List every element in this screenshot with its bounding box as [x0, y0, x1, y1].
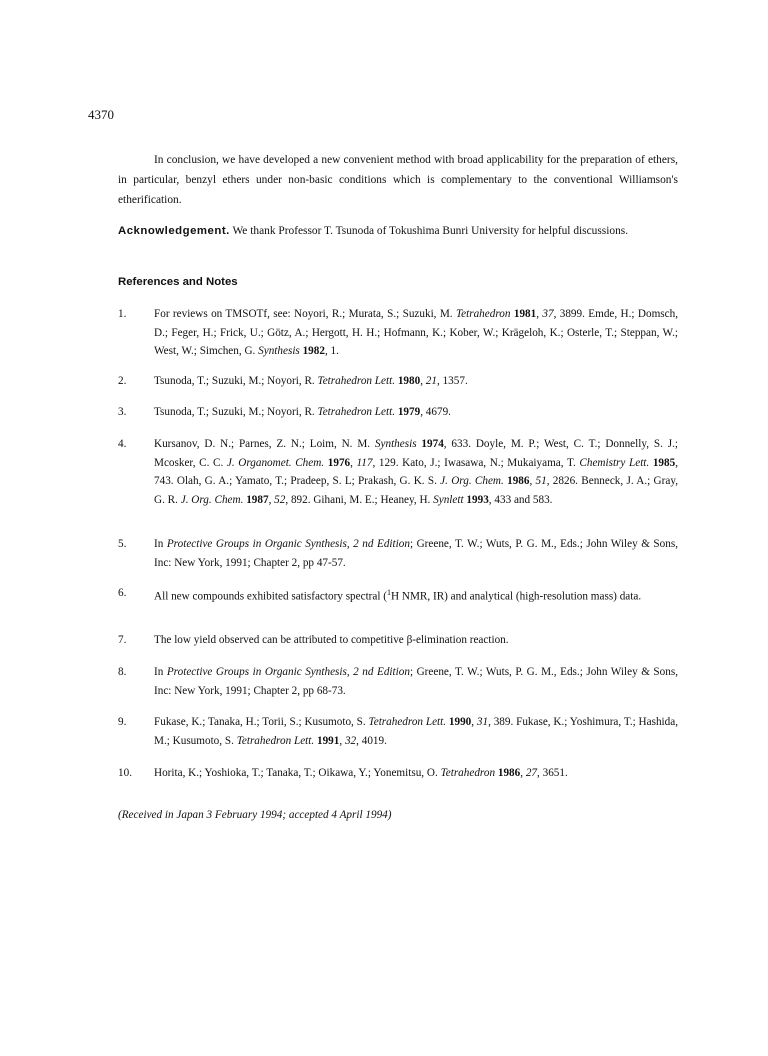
reference-segment: Fukase, K.; Tanaka, H.; Torii, S.; Kusumoto, S. — [154, 716, 369, 728]
reference-item — [118, 764, 678, 783]
reference-number: 2. — [118, 375, 127, 387]
reference-item — [118, 403, 678, 422]
reference-segment: 1986 — [507, 475, 530, 488]
reference-number: 9. — [118, 716, 127, 728]
reference-segment: Tetrahedron Lett. — [368, 716, 447, 728]
reference-segment: All new compounds exhibited satisfactory spectral ( — [154, 590, 388, 603]
reference-text — [154, 584, 678, 606]
reference-segment: 1 — [387, 588, 392, 597]
reference-segment: , 3651. — [537, 767, 568, 779]
reference-segment: Tsunoda, T.; Suzuki, M.; Noyori, R. — [154, 406, 318, 418]
reference-segment: 1987 — [246, 493, 269, 506]
reference-segment: Tetrahedron — [440, 767, 496, 779]
received-dates: (Received in Japan 3 February 1994; accepted 4 April 1994) — [118, 809, 392, 821]
reference-number: 1. — [118, 308, 127, 320]
reference-segment: , — [420, 375, 426, 387]
reference-text — [154, 713, 678, 750]
reference-segment: 1985 — [652, 456, 676, 469]
reference-segment: , — [529, 475, 536, 488]
reference-segment: 31 — [476, 716, 489, 728]
reference-segment: 27 — [525, 767, 538, 779]
reference-segment: The low yield observed can be attributed to competitive β-elimination reaction. — [154, 634, 509, 646]
reference-number: 5. — [118, 538, 127, 550]
reference-item — [118, 535, 678, 572]
reference-segment: 1981 — [513, 308, 537, 320]
references-heading: References and Notes — [118, 276, 238, 288]
reference-segment: In — [154, 666, 167, 678]
reference-segment: Tetrahedron Lett. — [317, 375, 396, 387]
reference-text — [154, 435, 678, 509]
reference-number: 3. — [118, 406, 127, 418]
reference-segment: 117 — [356, 456, 373, 469]
reference-segment: , 1. — [324, 345, 339, 358]
reference-segment: , — [536, 308, 543, 320]
reference-number: 8. — [118, 666, 127, 678]
reference-segment: Tetrahedron Lett. — [317, 406, 396, 418]
reference-segment: , 633. Doyle, M. P.; West, C. T.; Donnelly, S. J.; Mcosker, C. C. — [154, 438, 678, 469]
reference-number: 4. — [118, 438, 127, 450]
reference-segment: , 1357. — [436, 375, 468, 387]
reference-segment: 37 — [542, 308, 554, 320]
reference-segment: , 4019. — [356, 734, 387, 747]
reference-segment: Kursanov, D. N.; Parnes, Z. N.; Loim, N. M. — [154, 438, 375, 450]
reference-segment: Tsunoda, T.; Suzuki, M.; Noyori, R. — [154, 375, 318, 387]
reference-item — [118, 713, 678, 750]
reference-segment: J. Org. Chem. — [180, 493, 244, 506]
reference-item — [118, 631, 678, 650]
reference-segment: Synthesis — [258, 345, 300, 358]
reference-text — [154, 403, 678, 422]
reference-segment: 1976 — [327, 456, 351, 469]
reference-text — [154, 764, 678, 783]
reference-segment: 21 — [425, 375, 437, 387]
reference-segment: , — [350, 456, 357, 469]
reference-number: 10. — [118, 767, 132, 779]
reference-item — [118, 663, 678, 700]
reference-text — [154, 663, 678, 700]
reference-segment: ; Greene, T. W.; Wuts, P. G. M., Eds.; John Wiley & Sons, Inc: New York, 1991; Chapter 2, pp 68-73. — [154, 666, 678, 697]
reference-segment: Tetrahedron Lett. — [236, 734, 315, 747]
reference-number: 6. — [118, 587, 127, 599]
reference-item — [118, 305, 678, 361]
reference-segment: , 433 and 583. — [488, 493, 553, 506]
reference-segment: 1982 — [302, 345, 325, 358]
reference-segment: 1986 — [497, 767, 521, 779]
reference-segment: Synthesis — [374, 438, 417, 450]
reference-segment: 1979 — [397, 406, 421, 418]
acknowledgement-text: We thank Professor T. Tsunoda of Tokushima Bunri University for helpful discussions. — [232, 225, 629, 237]
reference-segment: , 2826. Benneck, J. A.; Gray, G. R. — [154, 475, 678, 506]
acknowledgement-heading: Acknowledgement. — [118, 225, 230, 237]
reference-segment: For reviews on TMSOTf, see: Noyori, R.; Murata, S.; Suzuki, M. — [154, 308, 456, 320]
reference-segment: Chemistry Lett. — [579, 456, 650, 469]
reference-segment: In — [154, 538, 167, 550]
reference-segment: 32 — [344, 734, 357, 747]
reference-segment: 1990 — [448, 716, 472, 728]
reference-text — [154, 535, 678, 572]
page-number: 4370 — [88, 107, 114, 122]
reference-segment: Synlett — [433, 493, 464, 506]
reference-text — [154, 372, 678, 391]
reference-segment: , 129. Kato, J.; Iwasawa, N.; Mukaiyama, T. — [372, 456, 580, 469]
reference-item — [118, 372, 678, 391]
reference-segment: Horita, K.; Yoshioka, T.; Tanaka, T.; Oikawa, Y.; Yonemitsu, O. — [154, 767, 441, 779]
reference-text — [154, 305, 678, 361]
reference-segment: Protective Groups in Organic Synthesis, 2 nd Edition — [166, 666, 410, 678]
reference-segment: , 743. Olah, G. A.; Yamato, T.; Pradeep, S. L; Prakash, G. K. S. — [154, 456, 678, 488]
reference-segment: 1974 — [421, 438, 444, 450]
reference-segment: , 892. Gihani, M. E.; Heaney, H. — [285, 493, 434, 506]
reference-segment: ; Greene, T. W.; Wuts, P. G. M., Eds.; John Wiley & Sons, Inc: New York, 1991; Chapter 2, pp 47-57. — [154, 538, 678, 569]
reference-segment: , — [339, 734, 345, 747]
reference-segment: 1991 — [316, 734, 340, 747]
reference-item — [118, 435, 678, 509]
reference-text — [154, 631, 678, 650]
reference-segment: 51 — [535, 475, 547, 488]
reference-segment: , 389. Fukase, K.; Yoshimura, T.; Hashida, M.; Kusumoto, S. — [154, 716, 679, 747]
reference-segment: J. Organomet. Chem. — [226, 456, 325, 469]
reference-segment: Protective Groups in Organic Synthesis, 2 nd Edition — [166, 538, 410, 550]
reference-segment: , — [520, 767, 526, 779]
reference-segment: Tetrahedron — [455, 308, 511, 320]
acknowledgement-paragraph — [118, 222, 678, 241]
reference-segment: 52 — [274, 493, 286, 506]
reference-segment: , 4679. — [420, 406, 451, 418]
reference-segment: J. Org. Chem. — [440, 475, 504, 488]
reference-segment: 1993 — [466, 493, 489, 506]
reference-segment: H NMR, IR) and analytical (high-resolution mass) data. — [391, 590, 642, 603]
conclusion-paragraph: In conclusion, we have developed a new convenient method with broad applicability for the preparation of ethers, in particular, benzyl ethers under non-basic conditions which is complementary to the conventional Williamson's etherification. — [118, 154, 678, 206]
reference-segment: , 3899. Emde, H.; Domsch, D.; Feger, H.; Frick, U.; Götz, A.; Hergott, H. H.; Hofmann, K.; Kober, W.; Krägeloh, K.; Osterle, T.; Steppan, W.; West, W.; Simchen, G. — [154, 308, 679, 358]
reference-segment: , — [268, 493, 275, 506]
reference-item — [118, 584, 678, 606]
reference-segment: 1980 — [397, 375, 421, 387]
reference-number: 7. — [118, 634, 127, 646]
reference-segment: , — [471, 716, 477, 728]
